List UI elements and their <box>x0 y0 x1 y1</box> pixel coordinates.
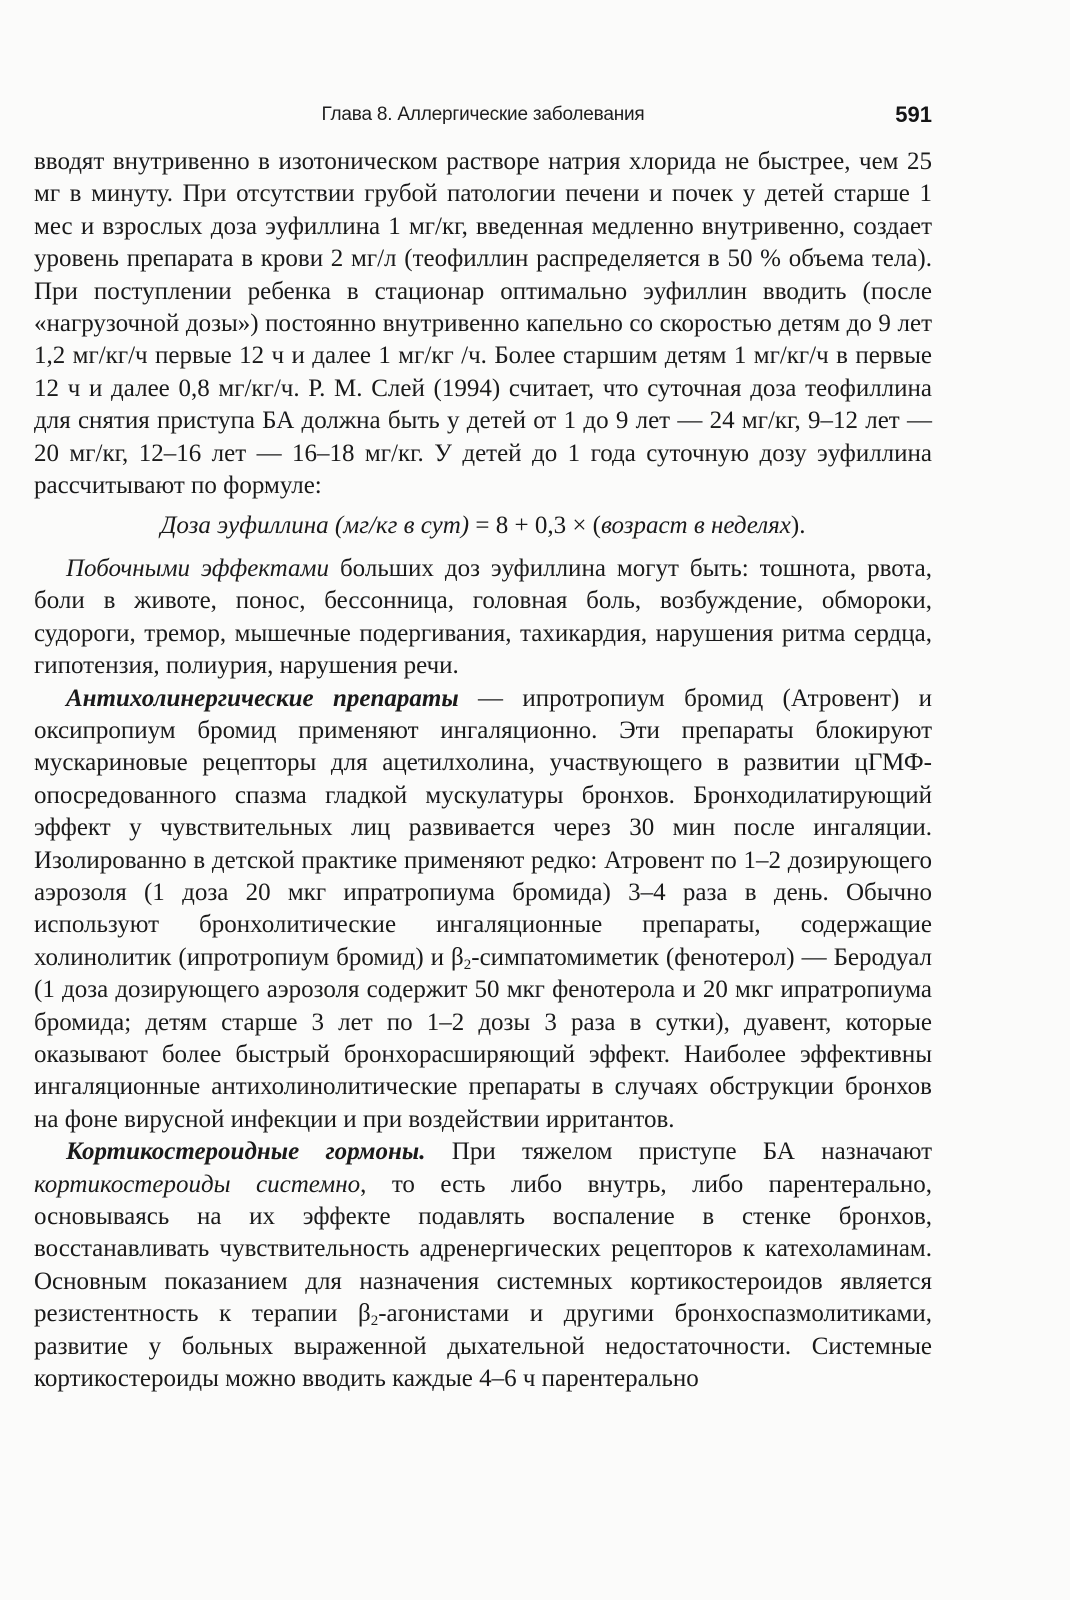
page-number: 591 <box>895 102 932 127</box>
paragraph-theophylline-dosing: вводят внутривенно в изотоническом растворе натрия хлорида не быстрее, чем 25 мг в минуту. При отсутствии грубой патологии печени и почек у детей старше 1 мес и взрослых доза эуфиллина 1 мг/кг, введенная медленно внутривенно, создает уровень препарата в крови 2 мг/л (теофиллин распределяется в 50 % объема тела). При поступлении ребенка в стационар оптимально эуфиллин вводить (после «нагрузочной дозы») постоянно внутривенно капельно со скоростью детям до 9 лет 1,2 мг/кг/ч первые 12 ч и далее 1 мг/кг /ч. Более старшим детям 1 мг/кг/ч в первые 12 ч и далее 0,8 мг/кг/ч. Р. М. Слей (1994) считает, что суточная доза теофиллина для снятия приступа БА должна быть у детей от 1 до 9 лет — 24 мг/кг, 9–12 лет — 20 мг/кг, 12–16 лет — 16–18 мг/кг. У детей до 1 года суточную дозу эуфиллина рассчитывают по формуле: <box>34 148 932 500</box>
corticosteroids-text-c: -агонистами и другими бронхоспазмолитиками, развитие у больных выраженной дыхательной недостаточности. Системные кортикостероиды можно вводить каждые 4–6 ч парентерально <box>34 1300 932 1393</box>
dosage-formula <box>34 510 932 542</box>
corticosteroids-heading: Кортикостероидные гормоны. <box>66 1138 426 1166</box>
corticosteroids-text-a: При тяжелом приступе БА назначают <box>425 1138 932 1166</box>
corticosteroids-systemic-term: кортикостероиды системно <box>34 1170 361 1198</box>
formula-mid: = 8 + 0,3 × ( <box>469 512 601 540</box>
formula-rhs: возраст в неделях <box>601 512 791 540</box>
beta-subscript: 2 <box>463 956 472 973</box>
paragraph-side-effects <box>34 553 932 683</box>
formula-lhs: Доза эуфиллина (мг/кг в сут) <box>160 512 470 540</box>
formula-end: ). <box>790 512 806 540</box>
anticholinergics-text-b: -симпатомиметик (фенотерол) — Беродуал (1 доза дозирующего аэрозоля содержит 50 мкг фенотерола и 20 мкг ипратропиума бромида; детям старше 3 лет по 1–2 дозы 3 раза в сутки), дуавент, которые оказывают более быстрый бронхорасширяющий эффект. Наиболее эффективны ингаляционные антихолинолитические препараты в случаях обструкции бронхов на фоне вирусной инфекции и при воздействии ирритантов. <box>34 943 932 1133</box>
beta-subscript: 2 <box>370 1313 379 1330</box>
paragraph-anticholinergics <box>34 683 932 1137</box>
paragraph-corticosteroids <box>34 1136 932 1395</box>
anticholinergics-heading: Антихолинергические препараты <box>66 684 459 712</box>
corticosteroids-text-b: , то есть либо внутрь, либо парентерально, основываясь на их эффекте подавлять воспаление в стенке бронхов, восстанавливать чувствительность адренергических рецепторов к катехоламинам. Основным показанием для назначения системных кортикостероидов является резистентность к терапии β <box>34 1170 932 1328</box>
side-effects-text: больших доз эуфиллина могут быть: тошнота, рвота, боли в животе, понос, бессонница, головная боль, возбуждение, обмороки, судороги, тремор, мышечные подергивания, тахикардия, нарушения ритма сердца, гипотензия, полиурия, нарушения речи. <box>34 554 932 680</box>
anticholinergics-text-a: — ипротропиум бромид (Атровент) и оксипропиум бромид применяют ингаляционно. Эти препараты блокируют мускариновые рецепторы для ацетилхолина, участвующего в развитии цГМФ-опосредованного спазма гладкой мускулатуры бронхов. Бронходилатирующий эффект у чувствительных лиц развивается через 30 мин после ингаляции. Изолированно в детской практике применяют редко: Атровент по 1–2 дозирующего аэрозоля (1 доза 20 мкг ипратропиума бромида) 3–4 раза в день. Обычно используют бронхолитические ингаляционные препараты, содержащие холинолитик (ипротропиум бромид) и β <box>34 684 932 971</box>
side-effects-term: Побочными эффектами <box>66 554 329 582</box>
body-text <box>34 146 932 1395</box>
chapter-title: Глава 8. Аллергические заболевания <box>321 104 645 125</box>
running-head <box>34 102 932 132</box>
